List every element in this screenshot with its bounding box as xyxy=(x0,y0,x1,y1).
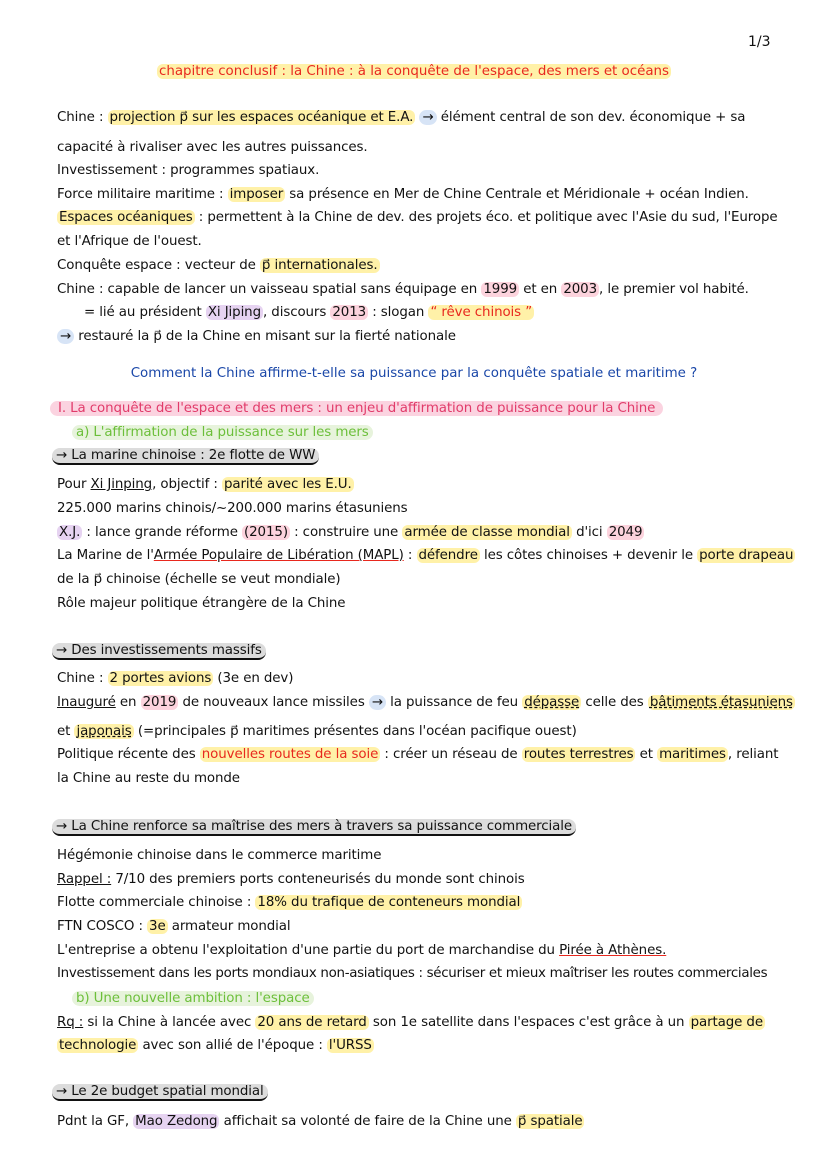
intro-line-3: Investissement : programmes spatiaux. xyxy=(57,163,320,178)
invest-line-1: Chine : 2 portes avions (3e en dev) xyxy=(57,671,294,686)
subsection-a-title: a) L'affirmation de la puissance sur les mers xyxy=(72,424,373,442)
intro-line-7: Conquête espace : vecteur de p⃗ internationales. xyxy=(57,258,378,273)
intro-line-5: Espaces océaniques : permettent à la Chine de dev. des projets éco. et politique avec l'Asie du sud, l'Europe xyxy=(59,210,778,225)
marine-line-3: X.J. : lance grande réforme (2015) : construire une armée de classe mondial d'ici 2049 xyxy=(59,525,643,540)
commerce-line-3: Flotte commerciale chinoise : 18% du trafique de conteneurs mondial xyxy=(57,895,521,910)
space-line-1: Rq : si la Chine à lancée avec 20 ans de retard son 1e satellite dans l'espaces c'est grâce à un partage de xyxy=(57,1015,763,1030)
marine-line-4: La Marine de l'Armée Populaire de Libération (MAPL) : défendre les côtes chinoises + devenir le porte drapeau xyxy=(57,548,794,563)
marine-line-1: Pour Xi Jinping, objectif : parité avec les E.U. xyxy=(57,477,352,492)
intro-line-8: Chine : capable de lancer un vaisseau spatial sans équipage en 1999 et en 2003 , le premier vol habité. xyxy=(57,282,749,297)
chapter-title: chapitre conclusif : la Chine : à la conquête de l'espace, des mers et océans xyxy=(158,64,670,79)
heading-marine: → La marine chinoise : 2e flotte de WW xyxy=(52,447,319,465)
arrow-icon: → xyxy=(57,329,74,344)
intro-line-6: et l'Afrique de l'ouest. xyxy=(57,234,202,249)
part1-title: I. La conquête de l'espace et des mers : un enjeu d'affirmation de puissance pour la Chine xyxy=(50,400,663,418)
invest-line-5: la Chine au reste du monde xyxy=(57,771,240,786)
problem-question: Comment la Chine affirme-t-elle sa puissance par la conquête spatiale et maritime ? xyxy=(130,366,698,381)
commerce-line-1: Hégémonie chinoise dans le commerce maritime xyxy=(57,848,382,863)
invest-line-2: Inauguré en 2019 de nouveaux lance missiles → la puissance de feu dépasse celle des bâtiments étasuniens xyxy=(57,695,793,710)
intro-line-2: capacité à rivaliser avec les autres puissances. xyxy=(57,140,368,155)
page-number: 1/3 xyxy=(748,34,771,50)
marine-line-6: Rôle majeur politique étrangère de la Chine xyxy=(57,596,346,611)
subsection-b-title: b) Une nouvelle ambition : l'espace xyxy=(72,990,314,1008)
budget-line-1: Pdnt la GF, Mao Zedong affichait sa volonté de faire de la Chine une p⃗ spatiale xyxy=(57,1114,583,1129)
invest-line-4: Politique récente des nouvelles routes de la soie : créer un réseau de routes terrestres et maritimes , reliant xyxy=(57,747,779,762)
intro-line-4: Force militaire maritime : imposer sa présence en Mer de Chine Centrale et Méridionale + océan Indien. xyxy=(57,187,749,202)
marine-line-2: 225.000 marins chinois/~200.000 marins étasuniens xyxy=(57,501,408,516)
arrow-icon: → xyxy=(369,695,386,710)
intro-line-10: → restauré la p⃗ de la Chine en misant sur la fierté nationale xyxy=(57,328,456,346)
heading-budget: → Le 2e budget spatial mondial xyxy=(52,1083,268,1101)
invest-line-3: et japonais (=principales p⃗ maritimes présentes dans l'océan pacifique ouest) xyxy=(57,724,577,739)
heading-commerce: → La Chine renforce sa maîtrise des mers à travers sa puissance commerciale xyxy=(52,818,576,836)
heading-investments: → Des investissements massifs xyxy=(52,642,266,660)
intro-line-1: Chine : projection p⃗ sur les espaces océanique et E.A. → élément central de son dev. économique + sa xyxy=(57,110,746,125)
commerce-line-5: L'entreprise a obtenu l'exploitation d'une partie du port de marchandise du Pirée à Athènes. xyxy=(57,943,667,958)
commerce-line-4: FTN COSCO : 3e armateur mondial xyxy=(57,919,291,934)
commerce-line-6: Investissement dans les ports mondiaux non-asiatiques : sécuriser et mieux maîtriser les routes commerciales xyxy=(57,966,768,981)
arrow-icon: → xyxy=(419,110,436,125)
commerce-line-2: Rappel : 7/10 des premiers ports conteneurisés du monde sont chinois xyxy=(57,872,525,887)
space-line-2: technologie avec son allié de l'époque : l'URSS xyxy=(59,1038,372,1053)
marine-line-5: de la p⃗ chinoise (échelle se veut mondiale) xyxy=(57,572,341,587)
intro-line-9: = lié au président Xi Jiping , discours 2013 : slogan “ rêve chinois ” xyxy=(84,305,533,320)
